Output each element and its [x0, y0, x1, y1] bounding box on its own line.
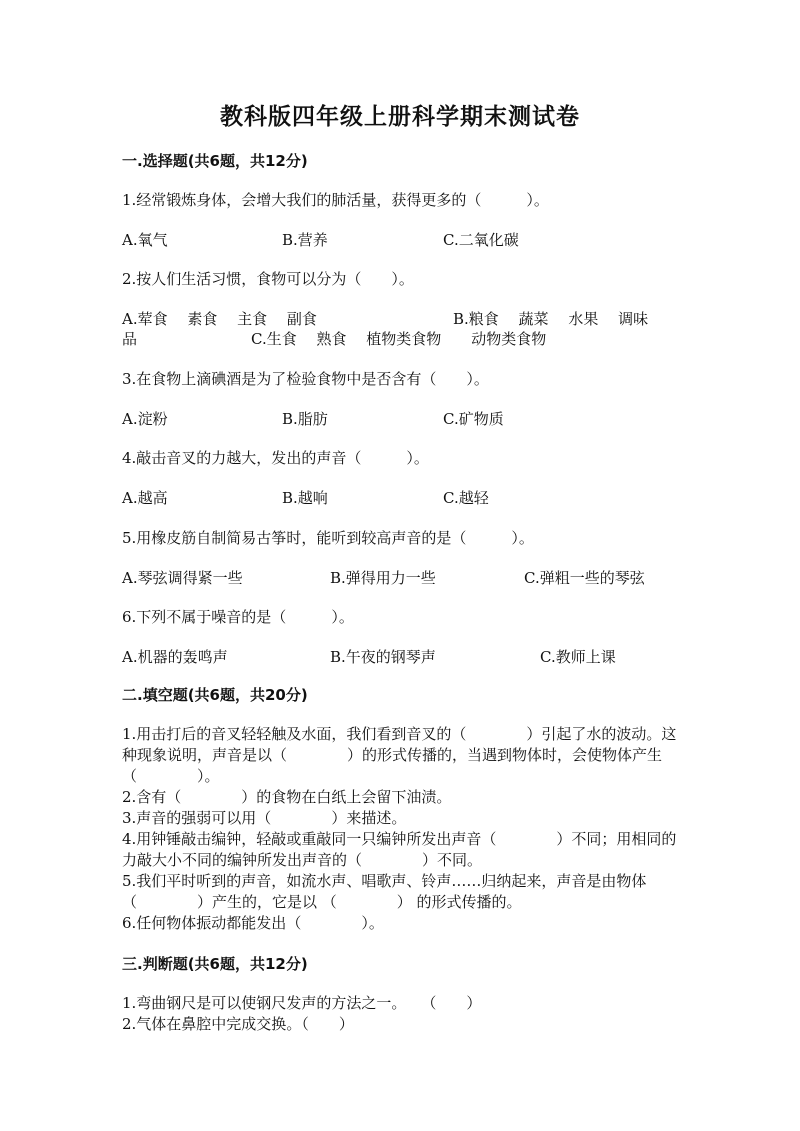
- question-1-stem: 1.经常锻炼身体，会增大我们的肺活量，获得更多的（ ）。: [122, 191, 549, 209]
- fill-question-5: 5.我们平时听到的声音，如流水声、唱歌声、铃声……归纳起来，声音是由物体（ ）产生的，它是以 （ ） 的形式传播的。: [122, 872, 647, 911]
- question-6-option-c: C.教师上课: [540, 648, 616, 666]
- question-6-option-b: B.午夜的钢琴声: [330, 648, 436, 666]
- question-1-option-c: C.二氧化碳: [443, 231, 519, 249]
- fill-question-3: 3.声音的强弱可以用（ ）来描述。: [122, 809, 407, 827]
- question-3-option-c: C.矿物质: [443, 410, 504, 428]
- question-3-stem: 3.在食物上滴碘酒是为了检验食物中是否含有（ ）。: [122, 370, 489, 388]
- question-1-option-a: A.氧气: [122, 231, 168, 249]
- question-5-option-c: C.弹粗一些的琴弦: [524, 569, 645, 587]
- fill-question-6: 6.任何物体振动都能发出（ ）。: [122, 914, 384, 932]
- question-2-option-b: B.粮食 蔬菜 水果 调味: [453, 310, 649, 328]
- question-5-stem: 5.用橡皮筋自制简易古筝时，能听到较高声音的是（ ）。: [122, 529, 534, 547]
- question-2-option-a: A.荤食 素食 主食 副食: [122, 310, 317, 328]
- question-2-stem: 2.按人们生活习惯，食物可以分为（ ）。: [122, 270, 414, 288]
- question-3-option-a: A.淀粉: [122, 410, 168, 428]
- judge-question-1: 1.弯曲钢尺是可以使钢尺发声的方法之一。 （ ）: [122, 994, 482, 1012]
- page-title: 教科版四年级上册科学期末测试卷: [220, 104, 580, 130]
- question-4-stem: 4.敲击音叉的力越大，发出的声音（ ）。: [122, 449, 429, 467]
- fill-question-1: 1.用击打后的音叉轻轻触及水面，我们看到音叉的（ ）引起了水的波动。这种现象说明，声音是以（ ）的形式传播的，当遇到物体时，会使物体产生（ ）。: [122, 725, 677, 785]
- fill-question-2: 2.含有（ ）的食物在白纸上会留下油渍。: [122, 788, 452, 806]
- question-5-option-a: A.琴弦调得紧一些: [122, 569, 243, 587]
- question-1-option-b: B.营养: [282, 231, 328, 249]
- question-5-option-b: B.弹得用力一些: [330, 569, 436, 587]
- question-4-option-b: B.越响: [282, 489, 328, 507]
- judge-question-2: 2.气体在鼻腔中完成交换。（ ）: [122, 1015, 354, 1033]
- question-2-option-c: C.生食 熟食 植物类食物 动物类食物: [251, 330, 547, 348]
- question-4-option-c: C.越轻: [443, 489, 489, 507]
- question-3-option-b: B.脂肪: [282, 410, 328, 428]
- question-6-stem: 6.下列不属于噪音的是（ ）。: [122, 608, 354, 626]
- section-heading-judge: 三.判断题(共6题，共12分): [122, 955, 308, 973]
- section-heading-choice: 一.选择题(共6题，共12分): [122, 152, 308, 170]
- question-6-option-a: A.机器的轰鸣声: [122, 648, 228, 666]
- question-2-option-b-continued: 品: [122, 330, 138, 348]
- fill-question-4: 4.用钟锤敲击编钟，轻敲或重敲同一只编钟所发出声音（ ）不同；用相同的力敲大小不同的编钟所发出声音的（ ）不同。: [122, 830, 677, 869]
- section-heading-fill: 二.填空题(共6题，共20分): [122, 686, 308, 704]
- question-4-option-a: A.越高: [122, 489, 168, 507]
